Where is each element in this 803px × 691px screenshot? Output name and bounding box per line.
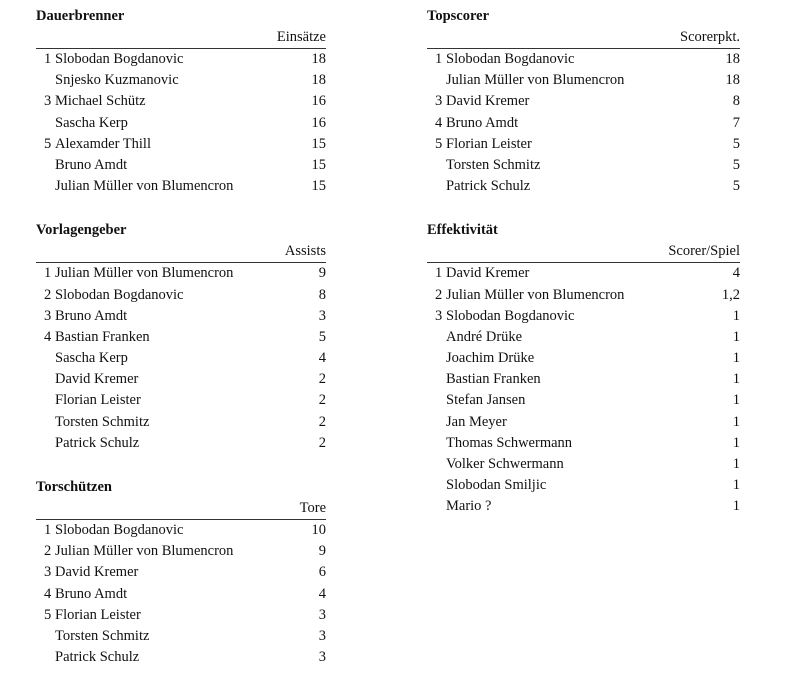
- rank-cell: 2: [44, 543, 52, 560]
- table-row: [36, 134, 326, 155]
- section-topscorer: [427, 6, 740, 197]
- rank-cell: 3: [435, 93, 443, 110]
- value-cell: 16: [311, 93, 326, 110]
- rank-cell: 1: [44, 265, 52, 282]
- right-column: [427, 6, 740, 541]
- table-row: [36, 113, 326, 134]
- player-name-cell: Bastian Franken: [55, 328, 150, 345]
- table-row: [427, 433, 740, 454]
- player-name-cell: Thomas Schwermann: [446, 434, 573, 451]
- table-row: [36, 541, 326, 562]
- section-title-dauerbrenner: Dauerbrenner: [36, 8, 125, 24]
- value-cell: 5: [732, 178, 740, 195]
- section-title-topscorer: Topscorer: [427, 8, 490, 24]
- table-row: [427, 390, 740, 411]
- value-cell: 4: [732, 265, 740, 282]
- rank-cell: 1: [435, 265, 443, 282]
- rank-cell: 1: [435, 51, 443, 67]
- column-header-effektivitaet: Scorer/Spiel: [427, 241, 740, 263]
- value-cell: 5: [318, 328, 326, 345]
- table-row: [36, 520, 326, 541]
- column-header-topscorer: Scorerpkt.: [427, 27, 740, 49]
- rank-cell: 5: [435, 135, 443, 152]
- table-row: [427, 49, 740, 70]
- value-cell: 3: [318, 649, 326, 666]
- table-row: [427, 496, 740, 517]
- player-name-cell: Bruno Amdt: [446, 114, 519, 131]
- player-name-cell: Joachim Drüke: [446, 350, 535, 367]
- table-row: [36, 433, 326, 454]
- value-cell: 18: [725, 72, 740, 89]
- value-cell: 6: [318, 564, 326, 581]
- rank-cell: 1: [44, 522, 52, 538]
- rank-cell: 4: [44, 585, 52, 602]
- table-row: [427, 134, 740, 155]
- player-name-cell: Mario ?: [446, 498, 492, 515]
- value-cell: 2: [318, 371, 326, 388]
- player-name-cell: Michael Schütz: [55, 93, 146, 110]
- table-row: [36, 327, 326, 348]
- player-name-cell: Julian Müller von Blumencron: [55, 543, 234, 560]
- value-cell: 1: [732, 434, 740, 451]
- player-name-cell: Bastian Franken: [446, 371, 541, 388]
- value-cell: 3: [318, 307, 326, 324]
- table-row: [427, 70, 740, 91]
- player-name-cell: Slobodan Smiljic: [446, 477, 547, 494]
- player-name-cell: Florian Leister: [55, 606, 141, 623]
- player-name-cell: Patrick Schulz: [55, 434, 140, 451]
- player-name-cell: Torsten Schmitz: [55, 627, 150, 644]
- value-cell: 1: [732, 413, 740, 430]
- value-cell: 1: [732, 456, 740, 472]
- rank-cell: 4: [435, 114, 443, 131]
- player-name-cell: Slobodan Bogdanovic: [446, 307, 575, 324]
- value-cell: 4: [318, 350, 326, 367]
- value-cell: 15: [311, 135, 326, 152]
- section-effektivitaet: [427, 220, 740, 517]
- table-row: [427, 475, 740, 496]
- value-cell: 18: [311, 72, 326, 89]
- value-cell: 2: [318, 392, 326, 409]
- section-vorlagengeber: [36, 220, 326, 454]
- table-row: [427, 454, 740, 475]
- rank-cell: 1: [44, 51, 52, 67]
- value-cell: 3: [318, 627, 326, 644]
- value-cell: 8: [318, 286, 326, 303]
- player-name-cell: David Kremer: [55, 564, 139, 581]
- value-cell: 1: [732, 392, 740, 409]
- player-name-cell: Julian Müller von Blumencron: [55, 178, 234, 195]
- value-cell: 1: [732, 498, 740, 515]
- column-header-dauerbrenner: Einsätze: [36, 27, 326, 49]
- rank-cell: 2: [44, 286, 52, 303]
- value-cell: 16: [311, 114, 326, 131]
- table-row: [36, 176, 326, 197]
- table-row: [427, 306, 740, 327]
- table-row: [427, 369, 740, 390]
- player-name-cell: Bruno Amdt: [55, 307, 128, 324]
- table-row: [427, 91, 740, 112]
- player-name-cell: Bruno Amdt: [55, 585, 128, 602]
- player-name-cell: Julian Müller von Blumencron: [446, 286, 625, 303]
- value-cell: 1: [732, 350, 740, 367]
- rank-cell: 3: [435, 307, 443, 324]
- player-name-cell: Patrick Schulz: [446, 178, 531, 195]
- table-row: [427, 327, 740, 348]
- table-row: [36, 155, 326, 176]
- value-cell: 9: [318, 265, 326, 282]
- player-name-cell: Sascha Kerp: [55, 350, 128, 367]
- value-cell: 18: [311, 51, 326, 67]
- player-name-cell: Torsten Schmitz: [55, 413, 150, 430]
- value-cell: 1: [732, 371, 740, 388]
- table-row: [36, 626, 326, 647]
- player-name-cell: David Kremer: [55, 371, 139, 388]
- table-row: [36, 390, 326, 411]
- table-row: [427, 348, 740, 369]
- value-cell: 10: [311, 522, 326, 538]
- value-cell: 1,2: [721, 286, 740, 303]
- rank-cell: 4: [44, 328, 52, 345]
- table-row: [36, 263, 326, 284]
- value-cell: 15: [311, 156, 326, 173]
- table-row: [36, 348, 326, 369]
- value-cell: 9: [318, 543, 326, 560]
- player-name-cell: Sascha Kerp: [55, 114, 128, 131]
- section-title-torschuetzen: Torschützen: [36, 479, 112, 495]
- player-name-cell: Julian Müller von Blumencron: [55, 265, 234, 282]
- player-name-cell: David Kremer: [446, 265, 530, 282]
- rank-cell: 3: [44, 564, 52, 581]
- value-cell: 7: [732, 114, 740, 131]
- rank-cell: 5: [44, 606, 52, 623]
- player-name-cell: Florian Leister: [55, 392, 141, 409]
- table-row: [36, 647, 326, 668]
- rank-cell: 3: [44, 93, 52, 110]
- table-row: [427, 176, 740, 197]
- player-name-cell: Torsten Schmitz: [446, 156, 541, 173]
- value-cell: 5: [732, 135, 740, 152]
- player-name-cell: David Kremer: [446, 93, 530, 110]
- rank-cell: 2: [435, 286, 443, 303]
- left-column: [36, 6, 326, 691]
- value-cell: 5: [732, 156, 740, 173]
- value-cell: 8: [732, 93, 740, 110]
- player-name-cell: Bruno Amdt: [55, 156, 128, 173]
- player-name-cell: Volker Schwermann: [446, 456, 564, 472]
- table-row: [427, 263, 740, 284]
- table-row: [427, 113, 740, 134]
- column-header-vorlagengeber: Assists: [36, 241, 326, 263]
- table-row: [36, 49, 326, 70]
- player-name-cell: Slobodan Bogdanovic: [55, 522, 184, 538]
- rank-cell: 3: [44, 307, 52, 324]
- section-title-vorlagengeber: Vorlagengeber: [36, 222, 127, 239]
- player-name-cell: Slobodan Bogdanovic: [446, 51, 575, 67]
- player-name-cell: Patrick Schulz: [55, 649, 140, 666]
- value-cell: 1: [732, 328, 740, 345]
- table-row: [427, 155, 740, 176]
- value-cell: 1: [732, 307, 740, 324]
- table-row: [36, 306, 326, 327]
- section-torschuetzen: [36, 477, 326, 668]
- table-row: [427, 412, 740, 433]
- value-cell: 18: [725, 51, 740, 67]
- table-row: [427, 285, 740, 306]
- player-name-cell: Jan Meyer: [446, 413, 507, 430]
- player-name-cell: Julian Müller von Blumencron: [446, 72, 625, 89]
- table-row: [36, 562, 326, 583]
- player-name-cell: Slobodan Bogdanovic: [55, 286, 184, 303]
- section-title-effektivitaet: Effektivität: [427, 222, 498, 239]
- player-name-cell: Snjesko Kuzmanovic: [55, 72, 179, 89]
- table-row: [36, 70, 326, 91]
- value-cell: 4: [318, 585, 326, 602]
- section-dauerbrenner: [36, 6, 326, 197]
- value-cell: 2: [318, 434, 326, 451]
- value-cell: 2: [318, 413, 326, 430]
- value-cell: 15: [311, 178, 326, 195]
- value-cell: 3: [318, 606, 326, 623]
- player-name-cell: André Drüke: [446, 328, 523, 345]
- table-row: [36, 91, 326, 112]
- table-row: [36, 369, 326, 390]
- player-name-cell: Alexamder Thill: [55, 135, 151, 152]
- table-row: [36, 605, 326, 626]
- table-row: [36, 584, 326, 605]
- rank-cell: 5: [44, 135, 52, 152]
- player-name-cell: Slobodan Bogdanovic: [55, 51, 184, 67]
- player-name-cell: Stefan Jansen: [446, 392, 526, 409]
- value-cell: 1: [732, 477, 740, 494]
- table-row: [36, 412, 326, 433]
- player-name-cell: Florian Leister: [446, 135, 532, 152]
- table-row: [36, 285, 326, 306]
- column-header-torschuetzen: Tore: [36, 498, 326, 520]
